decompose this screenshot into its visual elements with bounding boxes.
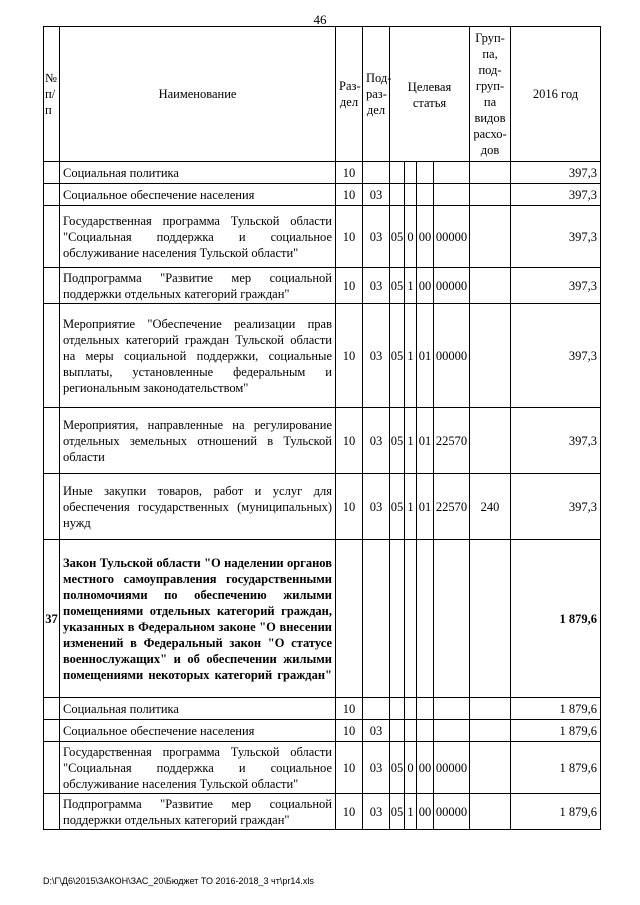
row-amount: 397,3 — [511, 304, 601, 408]
table-row — [44, 184, 601, 206]
row-name: Мероприятие "Обеспечение реализации прав отдельных категорий граждан Тульской области на меры социальной поддержки, социальные выплаты, установленные федеральным и региональным законодательством" — [60, 304, 336, 408]
row-amount: 397,3 — [511, 162, 601, 184]
table-row — [44, 540, 601, 698]
row-number — [44, 184, 60, 206]
row-expense-group — [470, 304, 511, 408]
row-amount: 1 879,6 — [511, 794, 601, 830]
row-section: 10 — [336, 206, 363, 268]
row-section: 10 — [336, 268, 363, 304]
row-target-activity: 01 — [417, 408, 434, 474]
row-amount: 1 879,6 — [511, 698, 601, 720]
row-target-program: 05 — [390, 268, 405, 304]
row-subsection: 03 — [363, 206, 390, 268]
row-target-direction: 22570 — [434, 474, 470, 540]
row-amount: 397,3 — [511, 206, 601, 268]
row-expense-group — [470, 268, 511, 304]
page-number: 46 — [313, 12, 327, 27]
row-expense-group: 240 — [470, 474, 511, 540]
row-subsection — [363, 540, 390, 698]
table-row — [44, 794, 601, 830]
row-expense-group — [470, 408, 511, 474]
row-name: Социальная политика — [60, 162, 336, 184]
row-name: Социальное обеспечение населения — [60, 184, 336, 206]
row-target-subprogram — [405, 720, 417, 742]
row-target-activity — [417, 540, 434, 698]
row-target-program — [390, 698, 405, 720]
row-amount: 1 879,6 — [511, 742, 601, 794]
row-expense-group — [470, 742, 511, 794]
table-row — [44, 698, 601, 720]
table-row — [44, 162, 601, 184]
row-section: 10 — [336, 408, 363, 474]
row-name: Закон Тульской области "О наделении органов местного самоуправления государственными полномочиями по обеспечению жилыми помещениями отдельных категорий граждан, указанных в Федеральном законе "О внесении изменений в Федеральный закон "О статусе военнослужащих" и об обеспечении жилыми помещениями некоторых категорий граждан" — [60, 540, 336, 698]
row-name: Подпрограмма "Развитие мер социальной поддержки отдельных категорий граждан" — [60, 794, 336, 830]
row-subsection: 03 — [363, 268, 390, 304]
row-number — [44, 162, 60, 184]
row-amount: 397,3 — [511, 474, 601, 540]
row-target-subprogram — [405, 540, 417, 698]
budget-table — [43, 26, 601, 830]
row-subsection — [363, 698, 390, 720]
row-section: 10 — [336, 304, 363, 408]
table-body — [44, 162, 601, 830]
row-expense-group — [470, 794, 511, 830]
row-name: Мероприятия, направленные на регулирование отдельных земельных отношений в Тульской области — [60, 408, 336, 474]
row-target-program: 05 — [390, 474, 405, 540]
row-number — [44, 720, 60, 742]
row-target-program: 05 — [390, 742, 405, 794]
row-subsection: 03 — [363, 474, 390, 540]
row-target-direction — [434, 162, 470, 184]
row-section: 10 — [336, 794, 363, 830]
row-target-program — [390, 162, 405, 184]
row-section: 10 — [336, 162, 363, 184]
row-subsection: 03 — [363, 794, 390, 830]
row-target-subprogram: 1 — [405, 474, 417, 540]
row-target-direction — [434, 720, 470, 742]
row-target-activity — [417, 720, 434, 742]
row-target-direction: 00000 — [434, 304, 470, 408]
table-header-row — [44, 27, 601, 162]
row-target-program — [390, 540, 405, 698]
row-target-activity: 00 — [417, 794, 434, 830]
row-amount: 397,3 — [511, 408, 601, 474]
header-target: Целевая статья — [390, 27, 470, 162]
row-target-activity: 01 — [417, 304, 434, 408]
row-target-activity: 00 — [417, 742, 434, 794]
header-section: Раз-дел — [336, 27, 363, 162]
row-number — [44, 742, 60, 794]
row-expense-group — [470, 184, 511, 206]
row-target-activity: 01 — [417, 474, 434, 540]
row-target-program: 05 — [390, 408, 405, 474]
header-name: Наименование — [60, 27, 336, 162]
row-number — [44, 698, 60, 720]
row-name: Государственная программа Тульской области "Социальная поддержка и социальное обслуживание населения Тульской области" — [60, 742, 336, 794]
table-row — [44, 408, 601, 474]
table-row — [44, 720, 601, 742]
row-number — [44, 794, 60, 830]
row-target-direction — [434, 540, 470, 698]
row-target-program: 05 — [390, 304, 405, 408]
row-section — [336, 540, 363, 698]
row-section: 10 — [336, 698, 363, 720]
table-row — [44, 304, 601, 408]
row-target-subprogram: 1 — [405, 304, 417, 408]
row-amount: 1 879,6 — [511, 540, 601, 698]
header-expense-group: Груп-па, под-груп-па видов расхо-дов — [470, 27, 511, 162]
row-target-subprogram — [405, 184, 417, 206]
row-name: Государственная программа Тульской области "Социальная поддержка и социальное обслуживание населения Тульской области" — [60, 206, 336, 268]
row-target-subprogram: 1 — [405, 794, 417, 830]
header-num: № п/п — [44, 27, 60, 162]
row-number: 37 — [44, 540, 60, 698]
row-target-subprogram — [405, 698, 417, 720]
row-expense-group — [470, 720, 511, 742]
row-subsection: 03 — [363, 304, 390, 408]
table-row — [44, 268, 601, 304]
table-row — [44, 206, 601, 268]
row-subsection: 03 — [363, 408, 390, 474]
row-section: 10 — [336, 184, 363, 206]
row-target-direction: 00000 — [434, 794, 470, 830]
row-target-activity — [417, 184, 434, 206]
row-target-activity: 00 — [417, 268, 434, 304]
row-target-activity — [417, 162, 434, 184]
row-target-direction — [434, 698, 470, 720]
row-number — [44, 474, 60, 540]
header-subsection: Под-раз-дел — [363, 27, 390, 162]
row-section: 10 — [336, 474, 363, 540]
header-year: 2016 год — [511, 27, 601, 162]
row-target-direction: 00000 — [434, 268, 470, 304]
table-row — [44, 474, 601, 540]
row-target-program — [390, 184, 405, 206]
row-section: 10 — [336, 720, 363, 742]
row-target-direction: 22570 — [434, 408, 470, 474]
row-subsection: 03 — [363, 184, 390, 206]
row-amount: 397,3 — [511, 184, 601, 206]
table-row — [44, 742, 601, 794]
row-number — [44, 408, 60, 474]
row-subsection — [363, 162, 390, 184]
row-expense-group — [470, 540, 511, 698]
row-target-program: 05 — [390, 206, 405, 268]
row-name: Социальная политика — [60, 698, 336, 720]
row-section: 10 — [336, 742, 363, 794]
row-amount: 397,3 — [511, 268, 601, 304]
row-amount: 1 879,6 — [511, 720, 601, 742]
row-name: Иные закупки товаров, работ и услуг для обеспечения государственных (муниципальных) нужд — [60, 474, 336, 540]
row-number — [44, 304, 60, 408]
row-target-subprogram: 0 — [405, 742, 417, 794]
row-target-direction: 00000 — [434, 206, 470, 268]
row-target-direction: 00000 — [434, 742, 470, 794]
footer-path: D:\Г\Д6\2015\ЗАКОН\ЗАС_20\Бюджет ТО 2016-2018_3 чт\pr14.xls — [43, 876, 314, 886]
row-expense-group — [470, 206, 511, 268]
row-target-subprogram: 0 — [405, 206, 417, 268]
row-expense-group — [470, 698, 511, 720]
row-number — [44, 206, 60, 268]
row-target-activity: 00 — [417, 206, 434, 268]
row-name: Подпрограмма "Развитие мер социальной поддержки отдельных категорий граждан" — [60, 268, 336, 304]
row-target-activity — [417, 698, 434, 720]
row-target-program: 05 — [390, 794, 405, 830]
row-number — [44, 268, 60, 304]
row-subsection: 03 — [363, 720, 390, 742]
row-target-direction — [434, 184, 470, 206]
row-subsection: 03 — [363, 742, 390, 794]
row-name: Социальное обеспечение населения — [60, 720, 336, 742]
row-target-subprogram: 1 — [405, 408, 417, 474]
row-target-program — [390, 720, 405, 742]
row-target-subprogram: 1 — [405, 268, 417, 304]
row-expense-group — [470, 162, 511, 184]
row-target-subprogram — [405, 162, 417, 184]
